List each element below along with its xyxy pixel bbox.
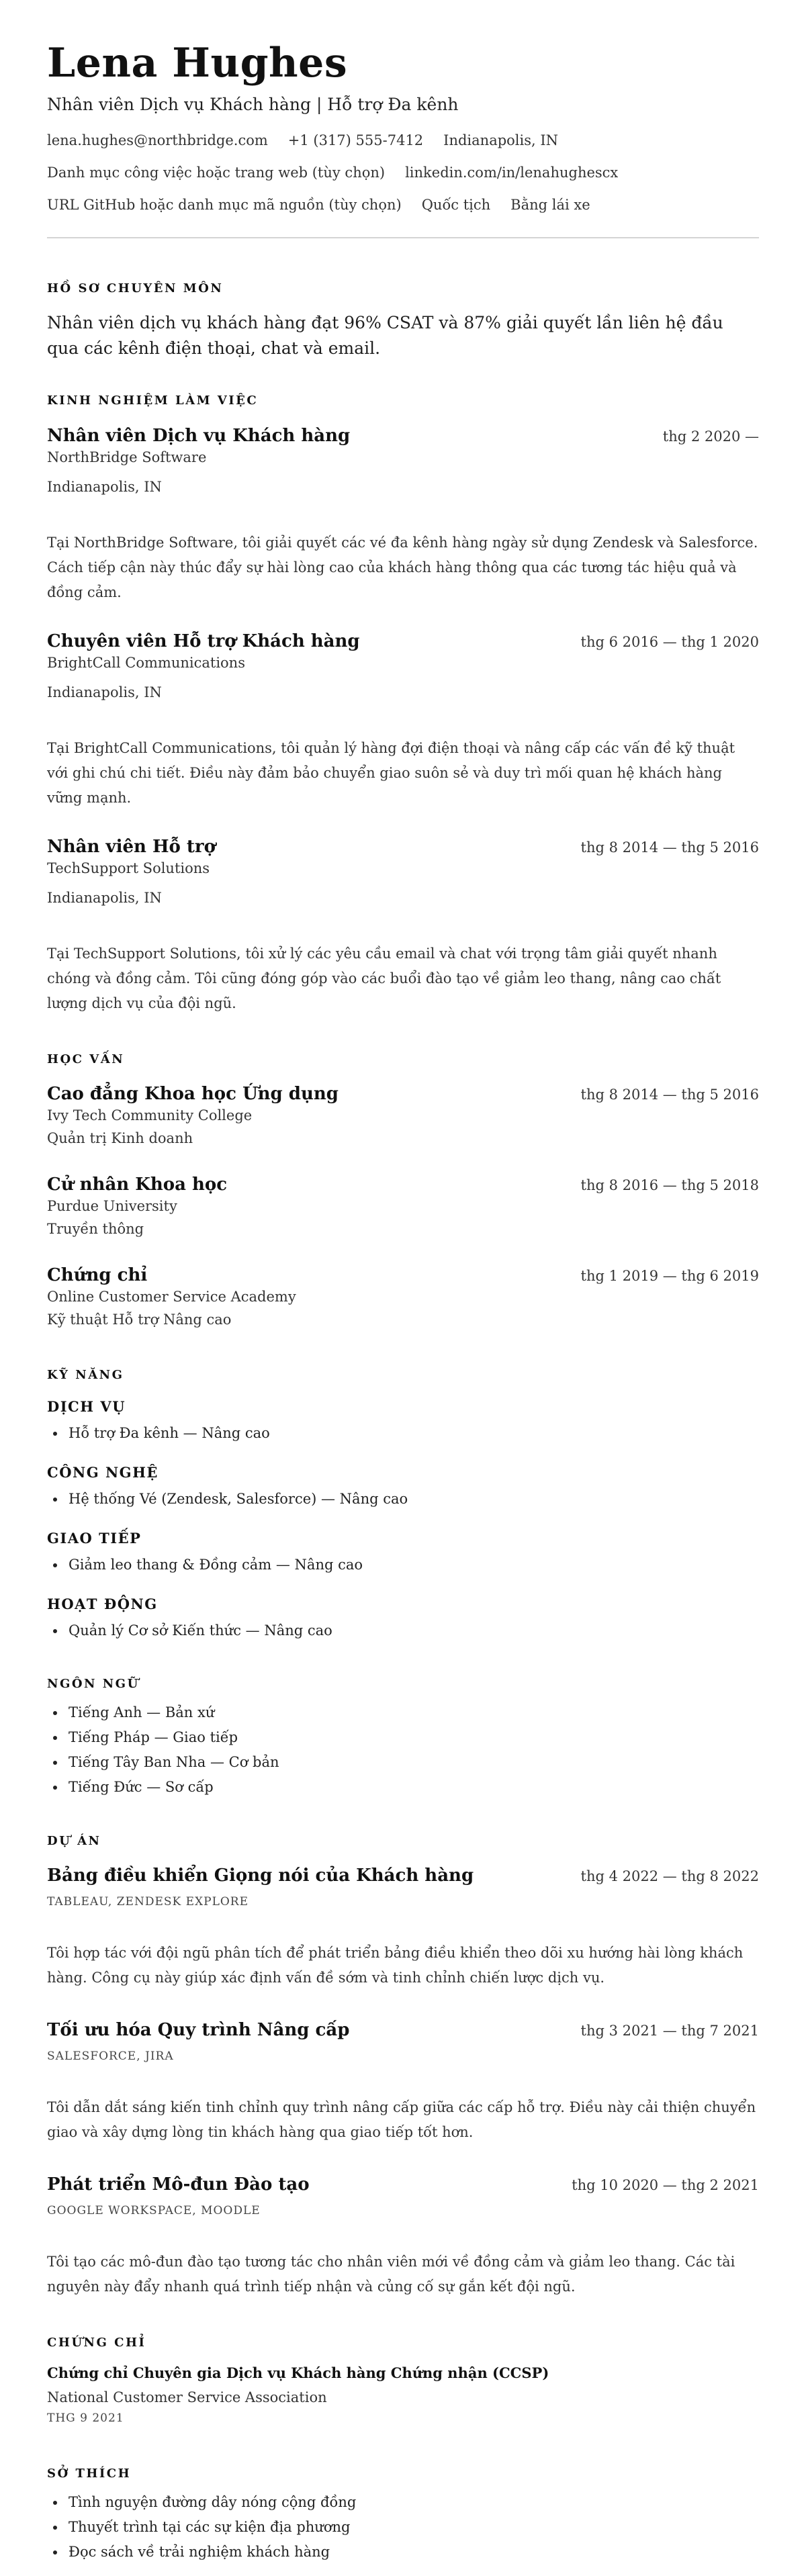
- job-title: Nhân viên Dịch vụ Khách hàng: [47, 426, 351, 446]
- language-item: • Tiếng Anh — Bản xứ: [66, 1700, 759, 1725]
- skill-category-title: CÔNG NGHỆ: [47, 1464, 159, 1481]
- project-item: [47, 2019, 759, 2145]
- skill-item: • Giảm leo thang & Đồng cảm — Nâng cao: [66, 1553, 759, 1577]
- school-name: Online Customer Service Academy: [47, 1289, 296, 1305]
- linkedin-link[interactable]: linkedin.com/in/lenahughescx: [405, 165, 619, 181]
- github-text: URL GitHub hoặc danh mục mã nguồn (tùy chọn): [47, 197, 402, 213]
- job-date: thg 6 2016 — thg 1 2020: [580, 634, 759, 650]
- skill-list: [47, 1618, 759, 1643]
- job-title: Nhân viên Hỗ trợ: [47, 837, 216, 857]
- language-list: [47, 1700, 759, 1800]
- skill-category: [47, 1528, 759, 1577]
- section-title-summary: HỒ SƠ CHUYÊN MÔN: [47, 281, 224, 295]
- skill-list: [47, 1553, 759, 1577]
- skill-category: [47, 1463, 759, 1512]
- project-date: thg 3 2021 — thg 7 2021: [580, 2023, 759, 2039]
- job-location: Indianapolis, IN: [47, 890, 162, 906]
- skill-list: [47, 1421, 759, 1446]
- interest-item: • Thuyết trình tại các sự kiện địa phương: [66, 2515, 759, 2540]
- job-description: Tại TechSupport Solutions, tôi xử lý các yêu cầu email và chat với trọng tâm giải quyết nhanh chóng và đồng cảm. Tôi cũng đóng góp vào các buổi đào tạo về giảm leo thang, nâng cao chất lượng dịch vụ của đội ngũ.: [47, 946, 721, 1011]
- section-title-experience: KINH NGHIỆM LÀM VIỆC: [47, 394, 259, 408]
- degree-title: Cao đẳng Khoa học Ứng dụng: [47, 1084, 339, 1104]
- contact-row-extra: [47, 195, 759, 215]
- degree-title: Cử nhân Khoa học: [47, 1175, 228, 1195]
- skill-category: [47, 1397, 759, 1446]
- language-item: • Tiếng Đức — Sơ cấp: [66, 1775, 759, 1800]
- project-name: Tối ưu hóa Quy trình Nâng cấp: [47, 2020, 350, 2040]
- skill-category-title: GIAO TIẾP: [47, 1530, 142, 1547]
- education-date: thg 8 2014 — thg 5 2016: [580, 1087, 759, 1103]
- skills-section-title-wrap: [47, 1367, 759, 1383]
- project-item: [47, 1864, 759, 1990]
- section-title-certifications: CHỨNG CHỈ: [47, 2336, 146, 2350]
- project-description: Tôi dẫn dắt sáng kiến tinh chỉnh quy trình nâng cấp giữa các cấp hỗ trợ. Điều này cải thiện chuyển giao và xây dựng lòng tin khách hàng qua giao tiếp tốt hơn.: [47, 2099, 756, 2140]
- section-title-interests: SỞ THÍCH: [47, 2467, 132, 2481]
- experience-item: [47, 835, 759, 1016]
- project-description: Tôi tạo các mô-đun đào tạo tương tác cho nhân viên mới về đồng cảm và giảm leo thang. Các tài nguyên này đẩy nhanh quá trình tiếp nhận và củng cố sự gắn kết đội ngũ.: [47, 2254, 735, 2295]
- contact-row-links: [47, 163, 759, 183]
- summary-text: Nhân viên dịch vụ khách hàng đạt 96% CSAT và 87% giải quyết lần liên hệ đầu qua các kênh điện thoại, chat và email.: [47, 313, 723, 358]
- project-description: Tôi hợp tác với đội ngũ phân tích để phát triển bảng điều khiển theo dõi xu hướng hài lòng khách hàng. Công cụ này giúp xác định vấn đề sớm và tinh chỉnh chiến lược dịch vụ.: [47, 1945, 744, 1986]
- interest-list: [47, 2490, 759, 2565]
- experience-item: [47, 424, 759, 605]
- interest-item: • Tình nguyện đường dây nóng cộng đồng: [66, 2490, 759, 2515]
- section-title-projects: DỰ ÁN: [47, 1834, 101, 1848]
- project-date: thg 10 2020 — thg 2 2021: [572, 2177, 759, 2193]
- phone-text: +1 (317) 555-7412: [287, 132, 424, 148]
- certifications-section: [47, 2335, 759, 2426]
- company-name: BrightCall Communications: [47, 655, 245, 671]
- interests-section: [47, 2466, 759, 2565]
- driving-license-text: Bằng lái xe: [510, 197, 590, 213]
- languages-section: [47, 1676, 759, 1800]
- field-of-study: Truyền thông: [47, 1221, 144, 1237]
- skill-item: • Hỗ trợ Đa kênh — Nâng cao: [66, 1421, 759, 1446]
- skill-item: • Quản lý Cơ sở Kiến thức — Nâng cao: [66, 1618, 759, 1643]
- project-date: thg 4 2022 — thg 8 2022: [580, 1868, 759, 1884]
- location-text: Indianapolis, IN: [443, 132, 559, 148]
- language-item: • Tiếng Tây Ban Nha — Cơ bản: [66, 1750, 759, 1775]
- project-name: Phát triển Mô-đun Đào tạo: [47, 2174, 310, 2195]
- job-title: Chuyên viên Hỗ trợ Khách hàng: [47, 631, 360, 651]
- company-name: NorthBridge Software: [47, 449, 207, 465]
- language-item: • Tiếng Pháp — Giao tiếp: [66, 1725, 759, 1750]
- job-date: thg 8 2014 — thg 5 2016: [580, 839, 759, 856]
- job-description: Tại NorthBridge Software, tôi giải quyết các vé đa kênh hàng ngày sử dụng Zendesk và Salesforce. Cách tiếp cận này thúc đẩy sự hài lòng cao của khách hàng thông qua các tương tác hiệu quả và đồng cảm.: [47, 535, 758, 600]
- job-date: thg 2 2020 —: [662, 428, 759, 445]
- school-name: Purdue University: [47, 1198, 177, 1214]
- candidate-name: Lena Hughes: [47, 40, 348, 87]
- email-link[interactable]: lena.hughes@northbridge.com: [47, 132, 268, 148]
- projects-section-title-wrap: [47, 1833, 759, 1849]
- header-divider: [47, 237, 759, 238]
- portfolio-text: Danh mục công việc hoặc trang web (tùy chọn): [47, 165, 386, 181]
- section-title-languages: NGÔN NGỮ: [47, 1677, 140, 1691]
- experience-section-title-wrap: [47, 393, 759, 409]
- education-item: [47, 1264, 759, 1330]
- degree-title: Chứng chỉ: [47, 1265, 148, 1285]
- skill-category-title: HOẠT ĐỘNG: [47, 1596, 158, 1612]
- project-tech: TABLEAU, ZENDESK EXPLORE: [47, 1895, 249, 1908]
- section-title-skills: KỸ NĂNG: [47, 1368, 124, 1382]
- job-location: Indianapolis, IN: [47, 479, 162, 495]
- skill-item: • Hệ thống Vé (Zendesk, Salesforce) — Nâng cao: [66, 1487, 759, 1512]
- field-of-study: Quản trị Kinh doanh: [47, 1130, 193, 1146]
- contact-row-primary: [47, 130, 759, 150]
- nationality-text: Quốc tịch: [421, 197, 491, 213]
- field-of-study: Kỹ thuật Hỗ trợ Nâng cao: [47, 1312, 232, 1328]
- job-location: Indianapolis, IN: [47, 684, 162, 700]
- candidate-headline: Nhân viên Dịch vụ Khách hàng | Hỗ trợ Đa kênh: [47, 95, 459, 114]
- job-description: Tại BrightCall Communications, tôi quản lý hàng đợi điện thoại và nâng cấp các vấn đề kỹ thuật với ghi chú chi tiết. Điều này đảm bảo chuyển giao suôn sẻ và duy trì mối quan hệ khách hàng vững mạnh.: [47, 740, 735, 806]
- skill-list: [47, 1487, 759, 1512]
- section-title-education: HỌC VẤN: [47, 1052, 125, 1066]
- certification-name: Chứng chỉ Chuyên gia Dịch vụ Khách hàng Chứng nhận (CCSP): [47, 2364, 549, 2381]
- skill-category-title: DỊCH VỤ: [47, 1398, 126, 1415]
- education-item: [47, 1173, 759, 1239]
- certification-issuer: National Customer Service Association: [47, 2389, 327, 2405]
- project-name: Bảng điều khiển Giọng nói của Khách hàng: [47, 1866, 474, 1886]
- education-date: thg 8 2016 — thg 5 2018: [580, 1177, 759, 1193]
- education-item: [47, 1083, 759, 1148]
- certification-date: THG 9 2021: [47, 2411, 124, 2425]
- project-tech: SALESFORCE, JIRA: [47, 2050, 174, 2063]
- experience-item: [47, 630, 759, 811]
- summary-section: [47, 281, 759, 361]
- project-tech: GOOGLE WORKSPACE, MOODLE: [47, 2204, 261, 2217]
- skill-category: [47, 1594, 759, 1643]
- project-item: [47, 2173, 759, 2299]
- interest-item: • Đọc sách về trải nghiệm khách hàng: [66, 2540, 759, 2565]
- education-section-title-wrap: [47, 1052, 759, 1068]
- company-name: TechSupport Solutions: [47, 860, 210, 876]
- school-name: Ivy Tech Community College: [47, 1107, 253, 1123]
- education-date: thg 1 2019 — thg 6 2019: [580, 1268, 759, 1284]
